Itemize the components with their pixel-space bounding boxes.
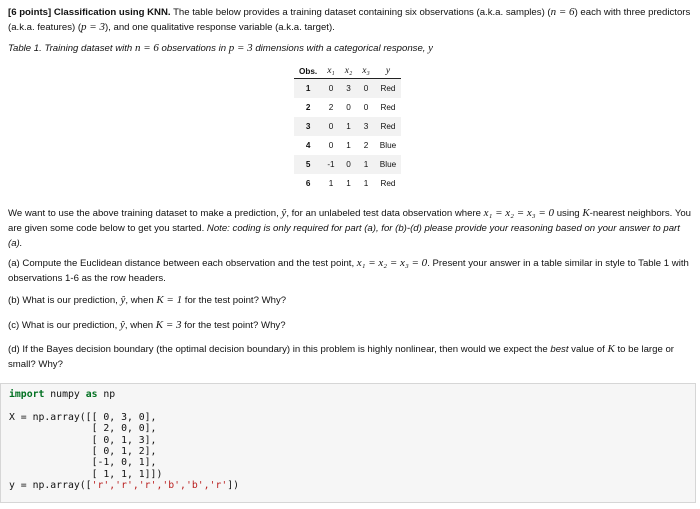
question-a: (a) Compute the Euclidean distance between each observation and the test point, x₁ = x₂ = x₃ = 0. Present your answer in a table similar in style to Table 1 with observations 1-6 as the row headers. [8, 257, 689, 284]
points-title: [6 points] Classification using KNN. [8, 7, 171, 18]
code-y-line: y = np.array(['r','r','r','b','b','r']) [9, 480, 240, 492]
table-row: 3 0 1 3 Red [294, 117, 401, 136]
intro-paragraph: We want to use the above training dataset to make a prediction, ŷ, for an unlabeled test data observation where x₁ = x₂ = x₃ = 0 using K-nearest neighbors. You are given some code below to get you started. Note: coding is only required for part (a), for (b)-(d) please provide your reasoning based on your answer to part (a). [8, 207, 692, 249]
question-d: (d) If the Bayes decision boundary (the optimal decision boundary) in this problem is highly nonlinear, then would we expect the best value of K to be large or small? Why? [8, 343, 674, 370]
code-x-line: X = np.array([[ 0, 3, 0], [9, 411, 157, 423]
table-row: 2 2 0 0 Red [305, 103, 396, 112]
question-c: (c) What is our prediction, ŷ, when K = 3 for the test point? Why? [8, 319, 286, 331]
code-x-line: [ 1, 1, 1]]) [9, 468, 163, 480]
col-header-x2: x₂ [340, 64, 358, 79]
table-row: 5 -1 0 1 Blue [294, 155, 401, 174]
table-row: 4 0 1 2 Blue [305, 141, 397, 150]
table-header-row [294, 64, 401, 79]
code-x-line: [-1, 0, 1], [9, 457, 157, 469]
code-x-line: [ 2, 0, 0], [9, 423, 157, 435]
code-import-line: import numpy as np [9, 389, 116, 400]
col-header-x3: x₃ [357, 64, 375, 79]
col-header-obs: Obs. [294, 64, 322, 79]
training-data-table [294, 64, 401, 193]
table-row: 6 1 1 1 Red [305, 179, 396, 188]
coding-note: Note: coding is only required for part (a), for (b)-(d) please provide your reasoning based on your answer to part (a). [8, 223, 680, 249]
col-header-x1: x₁ [322, 64, 340, 79]
code-x-line: [ 0, 1, 3], [9, 434, 157, 446]
code-block[interactable] [0, 383, 696, 503]
question-b: (b) What is our prediction, ŷ, when K = 1 for the test point? Why? [8, 294, 287, 306]
code-x-line: [ 0, 1, 2], [9, 446, 157, 458]
problem-header: [6 points] Classification using KNN. The table below provides a training dataset containing six observations (a.k.a. samples) (n = 6) each with three predictors (a.k.a. features) (p = 3), and one qualitative response variable (a.k.a. target). [8, 6, 691, 33]
table-row: 1 0 3 0 Red [294, 79, 401, 99]
col-header-y: y [375, 64, 401, 79]
table-caption: Table 1. Training dataset with n = 6 observations in p = 3 dimensions with a categorical response, y [8, 42, 434, 54]
